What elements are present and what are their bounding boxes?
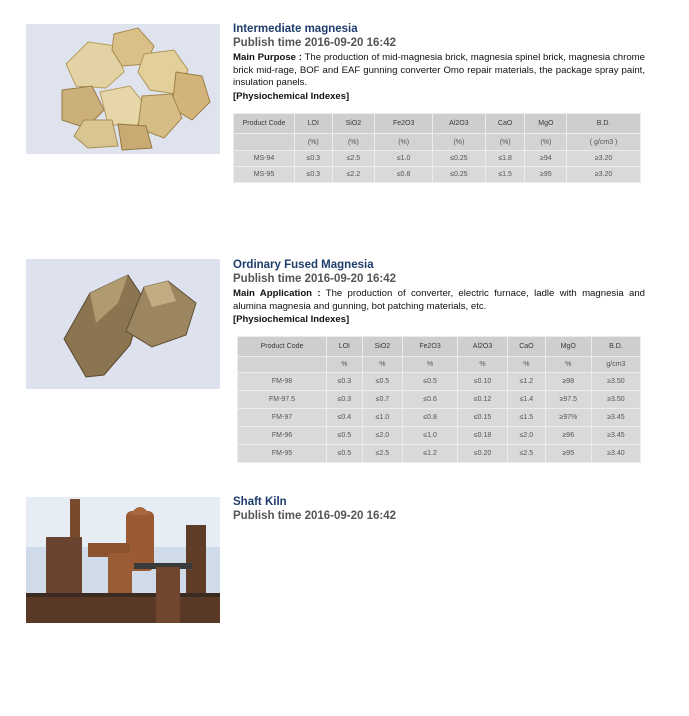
table-header-cell: Al2O3	[433, 114, 486, 134]
table-unit-cell	[238, 357, 327, 373]
table-unit-cell: (%)	[433, 134, 486, 151]
table-header-cell: MgO	[545, 337, 591, 357]
table-unit-cell: (%)	[295, 134, 333, 151]
table-cell: FM-98	[238, 373, 327, 391]
table-cell: ≤1.5	[485, 167, 525, 183]
table-cell: ≤0.7	[362, 391, 403, 409]
table-cell: ≤2.5	[362, 445, 403, 463]
table-row	[238, 409, 641, 427]
product-image-fused-magnesia[interactable]	[26, 259, 220, 389]
table-cell: ≤0.4	[327, 409, 363, 427]
table-cell: ≥97.5	[545, 391, 591, 409]
table-cell: ≤1.8	[485, 151, 525, 167]
table-header-cell: B.D.	[591, 337, 640, 357]
description-label: Main Application :	[233, 288, 321, 299]
table-cell: ≤0.25	[433, 167, 486, 183]
table-cell: ≥3.40	[591, 445, 640, 463]
item-title[interactable]: Ordinary Fused Magnesia	[233, 259, 374, 271]
product-image-magnesia-lumps[interactable]	[26, 24, 220, 154]
table-row	[234, 151, 641, 167]
table-cell: FM-97	[238, 409, 327, 427]
table-cell: ≤0.8	[403, 409, 458, 427]
table-unit-cell: %	[403, 357, 458, 373]
table-unit-cell: (%)	[375, 134, 433, 151]
table-header-cell: Fe2O3	[375, 114, 433, 134]
table-unit-cell: %	[327, 357, 363, 373]
table-row	[238, 373, 641, 391]
indexes-table	[233, 113, 641, 183]
publish-time: Publish time 2016-09-20 16:42	[233, 510, 396, 522]
table-cell: ≤2.2	[332, 167, 375, 183]
table-unit-cell: %	[362, 357, 403, 373]
shaft-kiln-graphic	[26, 497, 220, 623]
table-header-cell: CaO	[485, 114, 525, 134]
table-cell: ≥3.45	[591, 427, 640, 445]
table-cell: ≤0.3	[295, 167, 333, 183]
table-cell: ≥94	[525, 151, 567, 167]
table-cell: FM-95	[238, 445, 327, 463]
table-header-cell: SiO2	[362, 337, 403, 357]
indexes-table	[237, 336, 641, 463]
table-header-cell: SiO2	[332, 114, 375, 134]
publish-time: Publish time 2016-09-20 16:42	[233, 273, 396, 285]
description-text: The production of mid-magnesia brick, magnesia spinel brick, magnesia chrome brick mid-rage, BOF and EAF gunning converter Omo repair materials, the package spray paint, insulation panels.	[233, 52, 645, 88]
table-unit-cell: g/cm3	[591, 357, 640, 373]
item-description	[233, 52, 645, 90]
table-cell: ≥97%	[545, 409, 591, 427]
table-header-cell: Product Code	[238, 337, 327, 357]
item-title[interactable]: Intermediate magnesia	[233, 23, 358, 35]
product-image-shaft-kiln[interactable]	[26, 497, 220, 623]
table-header-cell: B.D.	[567, 114, 641, 134]
table-header-cell: CaO	[508, 337, 546, 357]
item-title[interactable]: Shaft Kiln	[233, 496, 287, 508]
table-header-cell: LOI	[295, 114, 333, 134]
table-cell: ≤0.20	[457, 445, 507, 463]
table-cell: ≤1.0	[362, 409, 403, 427]
table-unit-cell	[234, 134, 295, 151]
table-cell: ≥3.50	[591, 373, 640, 391]
table-cell: ≤0.3	[327, 373, 363, 391]
table-cell: ≤2.5	[332, 151, 375, 167]
table-cell: ≤0.10	[457, 373, 507, 391]
fused-magnesia-graphic	[26, 259, 220, 389]
table-row	[238, 427, 641, 445]
table-cell: FM-97.5	[238, 391, 327, 409]
table-cell: ≥95	[545, 445, 591, 463]
magnesia-lumps-graphic	[26, 24, 220, 154]
table-header-cell: Product Code	[234, 114, 295, 134]
description-text: The production of converter, electric furnace, ladle with magnesia and alumina magnesia and gunning, bot patching materials, etc.	[233, 288, 645, 312]
table-cell: ≤0.5	[327, 445, 363, 463]
table-cell: ≤0.18	[457, 427, 507, 445]
table-row	[238, 445, 641, 463]
table-unit-cell: %	[545, 357, 591, 373]
table-cell: ≥95	[525, 167, 567, 183]
table-cell: ≤2.0	[508, 427, 546, 445]
table-cell: ≤0.3	[327, 391, 363, 409]
table-cell: ≤0.8	[375, 167, 433, 183]
table-cell: MS-94	[234, 151, 295, 167]
table-header-cell: MgO	[525, 114, 567, 134]
table-unit-cell: (%)	[525, 134, 567, 151]
table-cell: ≥98	[545, 373, 591, 391]
table-unit-cell: %	[508, 357, 546, 373]
indexes-label: [Physiochemical Indexes]	[233, 314, 350, 325]
table-cell: ≤1.4	[508, 391, 546, 409]
table-header-cell: Fe2O3	[403, 337, 458, 357]
table-cell: ≤2.0	[362, 427, 403, 445]
table-header-cell: Al2O3	[457, 337, 507, 357]
item-description	[233, 288, 645, 313]
publish-time: Publish time 2016-09-20 16:42	[233, 37, 396, 49]
table-unit-cell: (%)	[485, 134, 525, 151]
table-cell: ≤1.2	[403, 445, 458, 463]
table-unit-cell: %	[457, 357, 507, 373]
table-cell: ≤1.0	[375, 151, 433, 167]
table-unit-cell: ( g/cm3 )	[567, 134, 641, 151]
table-cell: ≤0.25	[433, 151, 486, 167]
table-cell: ≤0.6	[403, 391, 458, 409]
table-cell: MS-95	[234, 167, 295, 183]
table-cell: ≥96	[545, 427, 591, 445]
table-cell: ≥3.45	[591, 409, 640, 427]
table-cell: ≤0.3	[295, 151, 333, 167]
table-row	[234, 167, 641, 183]
indexes-label: [Physiochemical Indexes]	[233, 90, 350, 102]
table-row	[238, 391, 641, 409]
description-label: Main Purpose :	[233, 52, 302, 63]
table-cell: ≤0.5	[403, 373, 458, 391]
table-cell: ≤1.5	[508, 409, 546, 427]
table-cell: ≤1.2	[508, 373, 546, 391]
table-unit-cell: (%)	[332, 134, 375, 151]
table-header-cell: LOI	[327, 337, 363, 357]
table-cell: ≥3.20	[567, 167, 641, 183]
table-cell: ≤0.5	[327, 427, 363, 445]
table-cell: ≤0.5	[362, 373, 403, 391]
table-cell: FM-96	[238, 427, 327, 445]
table-cell: ≤2.5	[508, 445, 546, 463]
table-cell: ≤0.15	[457, 409, 507, 427]
table-cell: ≤0.12	[457, 391, 507, 409]
table-cell: ≥3.50	[591, 391, 640, 409]
table-cell: ≤1.0	[403, 427, 458, 445]
table-cell: ≥3.20	[567, 151, 641, 167]
